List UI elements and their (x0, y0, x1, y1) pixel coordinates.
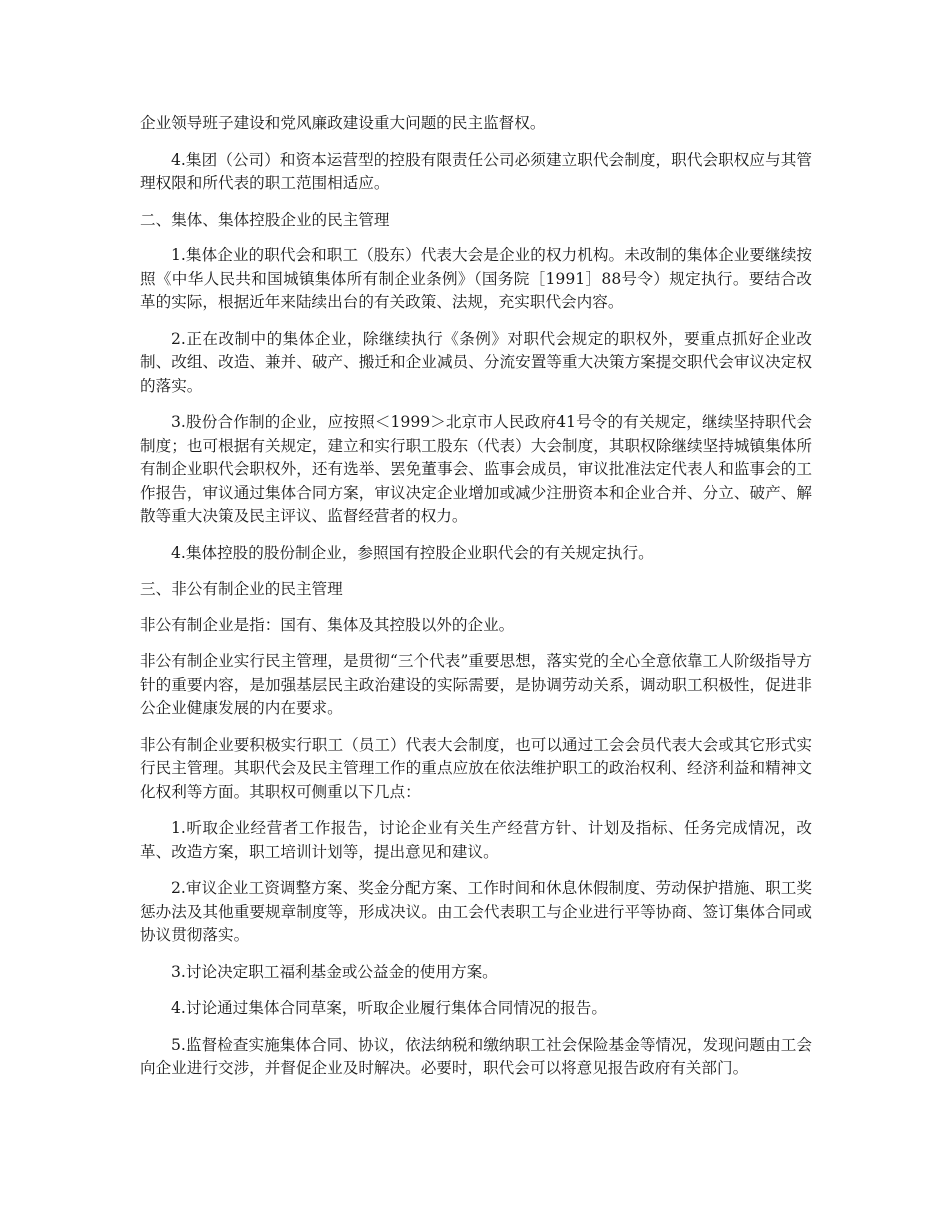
paragraph-7: 4.集体控股的股份制企业，参照国有控股企业职代会的有关规定执行。 (171, 543, 654, 562)
paragraph-4: 1.集体企业的职代会和职工（股东）代表大会是企业的权力机构。未改制的集体企业要继续按照《中华人民共和国城镇集体所有制企业条例》（国务院［1991］88号令）规定执行。要结合改革的实际，根据近年来陆续出台的有关政策、法规，充实职代会内容。 (140, 246, 812, 311)
paragraph-1: 企业领导班子建设和党风廉政建设重大问题的民主监督权。 (140, 114, 546, 132)
paragraph-5: 2.正在改制中的集体企业，除继续执行《条例》对职代会规定的职权外，要重点抓好企业改制、改组、改造、兼并、破产、搬迁和企业减员、分流安置等重大决策方案提交职代会审议决定权的落实。 (140, 329, 812, 395)
section-heading-2: 二、集体、集体控股企业的民主管理 (140, 210, 390, 229)
section-heading-3: 三、非公有制企业的民主管理 (140, 580, 343, 598)
paragraph-12: 1.听取企业经营者工作报告，讨论企业有关生产经营方针、计划及指标、任务完成情况，改革、改造方案，职工培训计划等，提出意见和建议。 (140, 819, 812, 861)
paragraph-6: 3.股份合作制的企业，应按照＜1999＞北京市人民政府41号令的有关规定，继续坚持职代会制度；也可根据有关规定，建立和实行职工股东（代表）大会制度，其职权除继续坚持城镇集体所有制企业职代会职权外，还有选举、罢免董事会、监事会成员，审议批准法定代表人和监事会的工作报告，审议通过集体合同方案，审议决定企业增加或减少注册资本和企业合并、分立、破产、解散等重大决策及民主评议、监督经营者的权力。 (140, 413, 812, 525)
paragraph-10: 非公有制企业实行民主管理，是贯彻“三个代表”重要思想，落实党的全心全意依靠工人阶级指导方针的重要内容，是加强基层民主政治建设的实际需要，是协调劳动关系，调动职工积极性，促进非公企业健康发展的内在要求。 (140, 652, 812, 717)
paragraph-2: 4.集团（公司）和资本运营型的控股有限责任公司必须建立职代会制度，职代会职权应与其管理权限和所代表的职工范围相适应。 (140, 150, 812, 192)
paragraph-13: 2.审议企业工资调整方案、奖金分配方案、工作时间和休息休假制度、劳动保护措施、职工奖惩办法及其他重要规章制度等，形成决议。由工会代表职工与企业进行平等协商、签订集体合同或协议贯彻落实。 (140, 879, 812, 944)
paragraph-9: 非公有制企业是指：国有、集体及其控股以外的企业。 (140, 615, 515, 634)
paragraph-15: 4.讨论通过集体合同草案，听取企业履行集体合同情况的报告。 (171, 999, 607, 1017)
paragraph-11: 非公有制企业要积极实行职工（员工）代表大会制度，也可以通过工会会员代表大会或其它形式实行民主管理。其职代会及民主管理工作的重点应放在依法维护职工的政治权利、经济利益和精神文化权利等方面。其职权可侧重以下几点： (140, 735, 812, 801)
paragraph-16: 5.监督检查实施集体合同、协议，依法纳税和缴纳职工社会保险基金等情况，发现问题由工会向企业进行交涉，并督促企业及时解决。必要时，职代会可以将意见报告政府有关部门。 (140, 1035, 812, 1077)
document-page (140, 112, 812, 1094)
paragraph-14: 3.讨论决定职工福利基金或公益金的使用方案。 (171, 962, 498, 981)
